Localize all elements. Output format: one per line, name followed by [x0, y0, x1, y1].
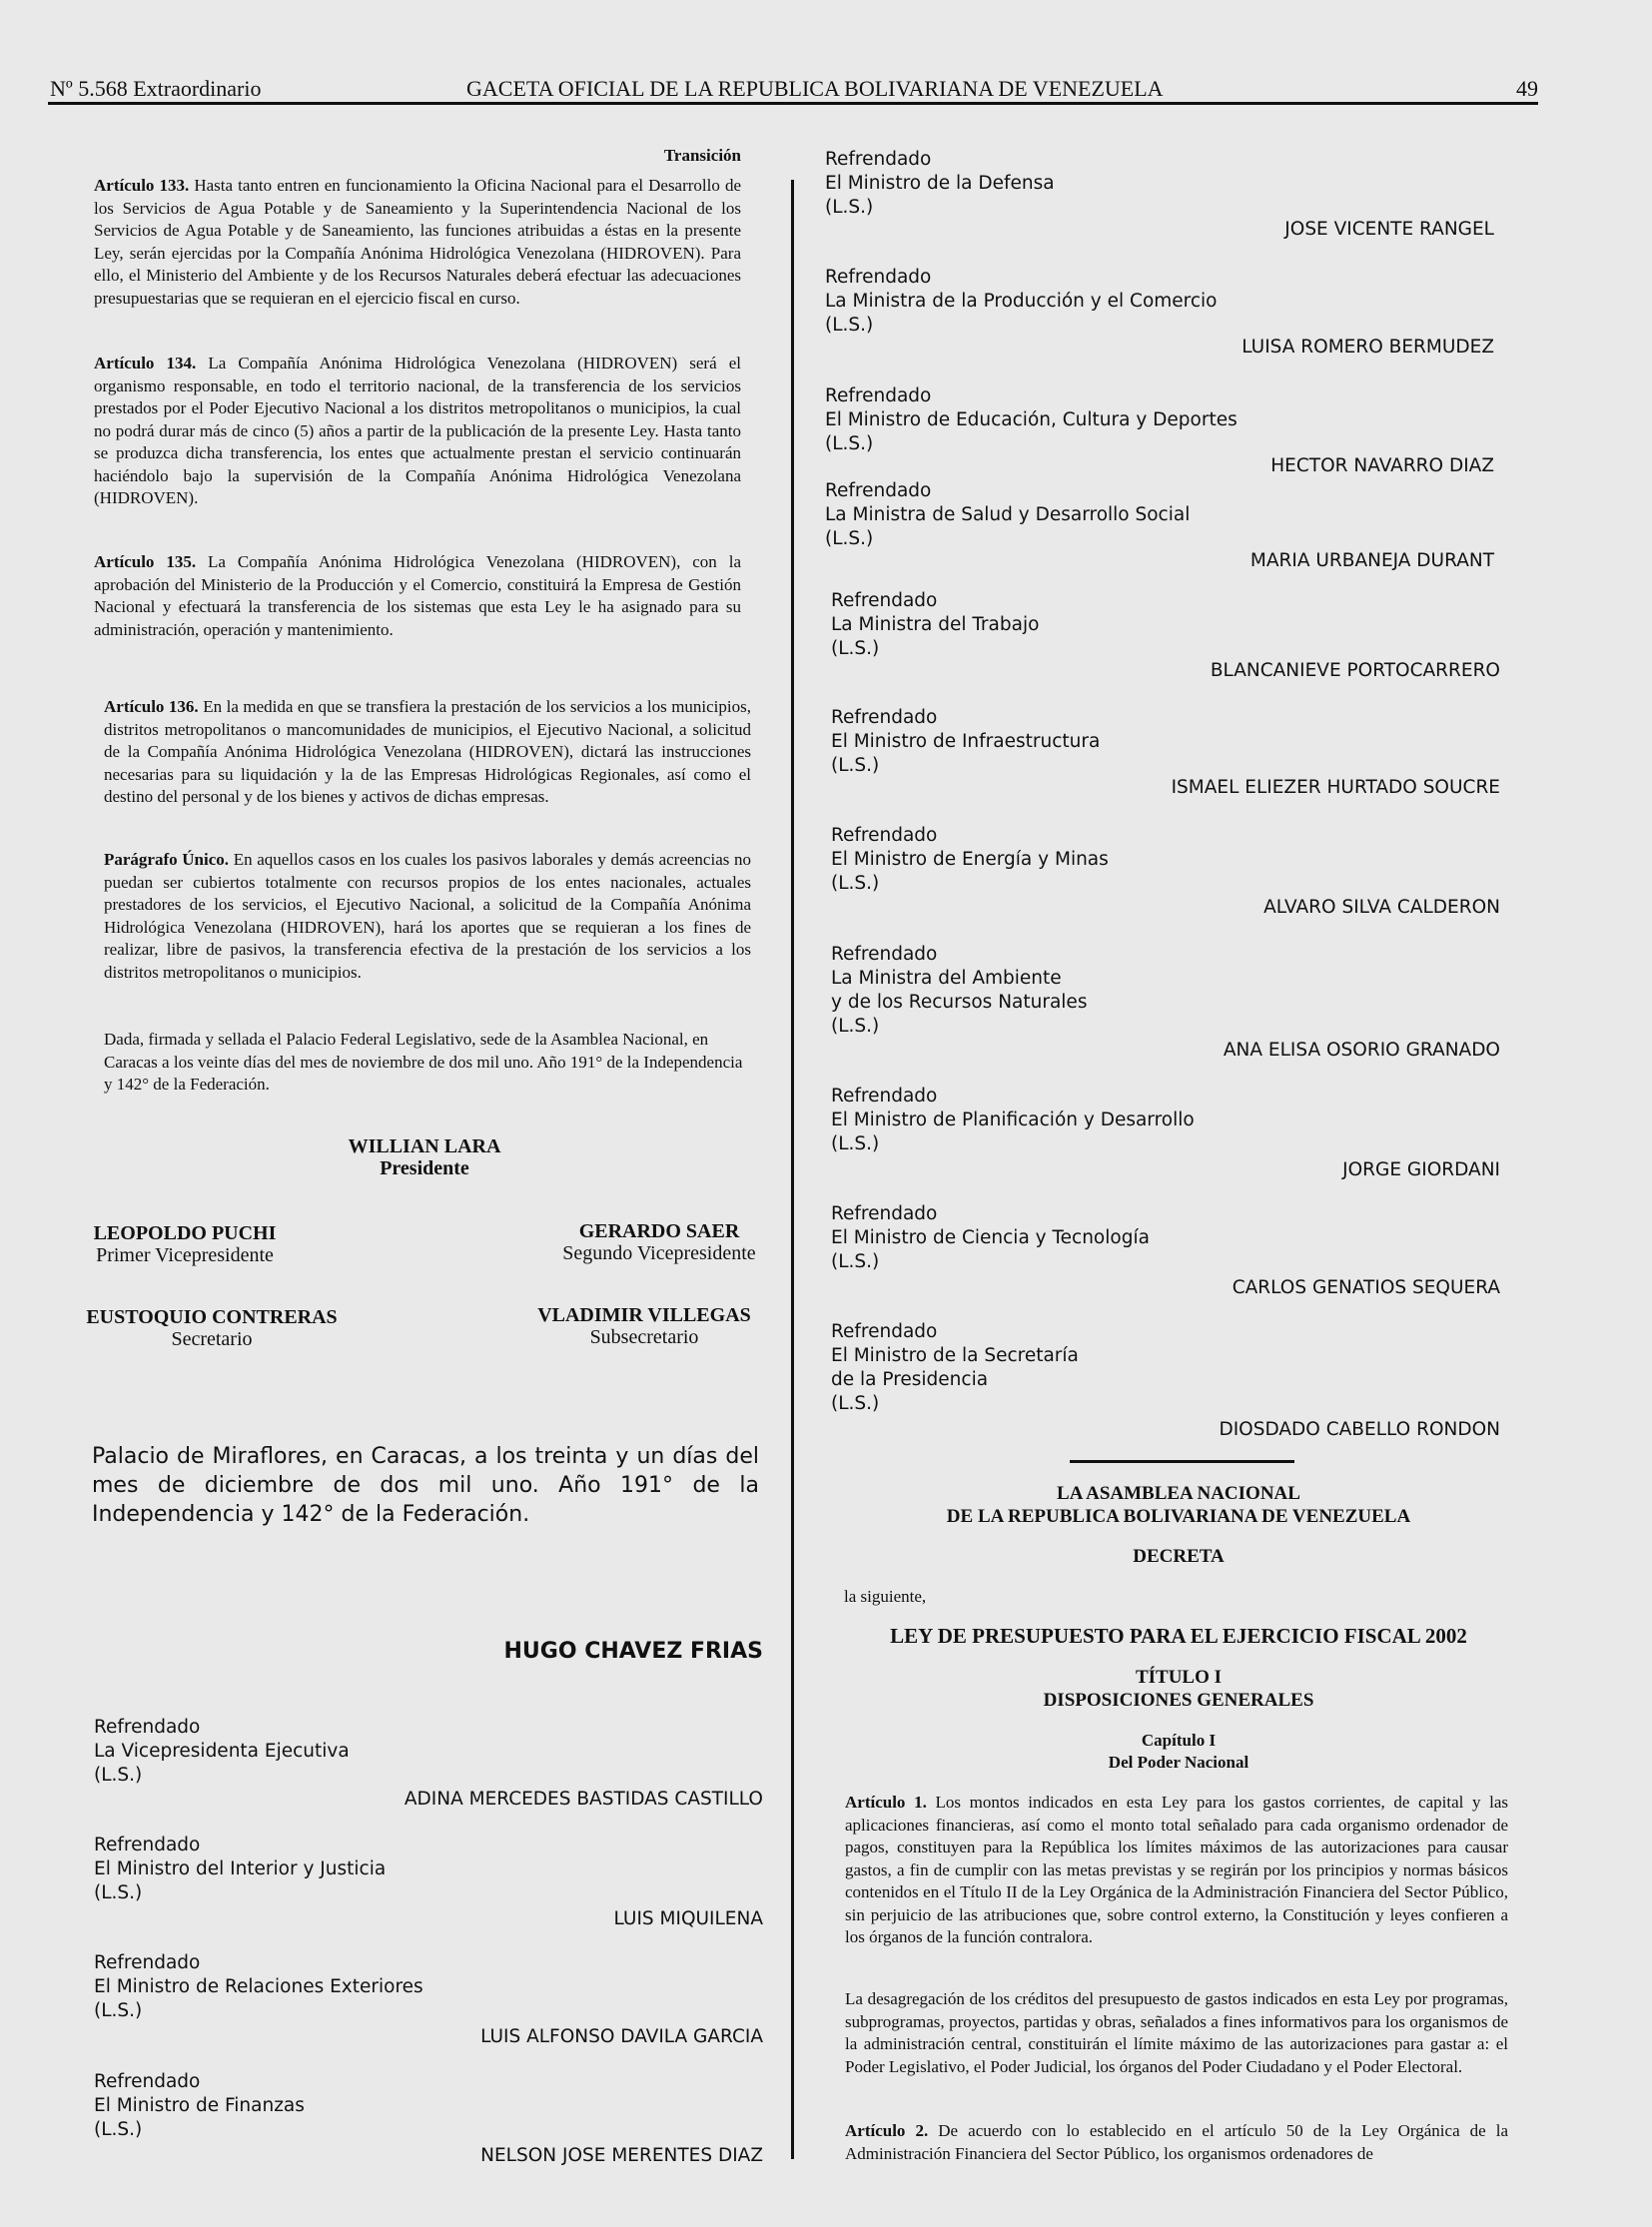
refrendo-name: BLANCANIEVE PORTOCARRERO	[1210, 660, 1500, 681]
refrendo-block	[94, 1951, 763, 2049]
page-number: 49	[1516, 76, 1538, 101]
refrendo-block	[94, 2070, 763, 2168]
refrendo-name: JOSE VICENTE RANGEL	[1284, 219, 1494, 240]
subsecretary-signature	[519, 1304, 769, 1348]
vp1-name: LEOPOLDO PUCHI	[93, 1222, 277, 1244]
refrendo-office: de la Presidencia	[831, 1369, 989, 1390]
refrendo-word: Refrendado	[825, 385, 932, 406]
asamblea-heading	[829, 1482, 1528, 1528]
refrendo-word: Refrendado	[825, 149, 932, 170]
article-1	[845, 1792, 1508, 1949]
article-1-text: Los montos indicados en esta Ley para los gastos corrientes, de capital y las aplicaciones financieras, así como el monto total señalado para cada organismo ordenador de pagos, constituyen para la República los límites máximos de las autorizaciones para causar gastos, a fin de cumplir con las metas previstas y se regirán por los principios y normas básicos contenidos en el Título II de la Ley Orgánica de la Administración Financiera del Sector Público, sin perjuicio de las atribuciones que, sobre control externo, la Constitución y leyes confieren a los órganos de la función contralora.	[845, 1793, 1508, 1946]
secretary-signature	[74, 1306, 350, 1350]
capitulo-name: Del Poder Nacional	[1108, 1753, 1249, 1772]
refrendo-word: Refrendado	[94, 1952, 201, 1973]
refrendo-name: DIOSDADO CABELLO RONDON	[1219, 1419, 1500, 1440]
la-siguiente: la siguiente,	[844, 1587, 927, 1606]
section-heading-transicion: Transición	[663, 146, 741, 165]
refrendo-ls: (L.S.)	[94, 2000, 143, 2021]
refrendo-name: LUISA ROMERO BERMUDEZ	[1241, 337, 1494, 358]
refrendo-block	[825, 148, 1494, 242]
capitulo-heading	[829, 1730, 1528, 1774]
refrendo-office: El Ministro de Relaciones Exteriores	[94, 1976, 423, 1997]
article-2-text: De acuerdo con lo establecido en el artículo 50 de la Ley Orgánica de la Administración Financiera del Sector Público, los organismos ordenadores de	[845, 2121, 1509, 2163]
issue-number: Nº 5.568 Extraordinario	[50, 76, 262, 101]
section-rule	[1070, 1460, 1294, 1463]
refrendo-office: El Ministro de Infraestructura	[831, 731, 1101, 752]
refrendo-word: Refrendado	[94, 1717, 201, 1738]
refrendo-name: LUIS ALFONSO DAVILA GARCIA	[480, 2026, 763, 2047]
refrendo-name: HECTOR NAVARRO DIAZ	[1270, 455, 1494, 476]
refrendo-ls: (L.S.)	[831, 638, 880, 659]
refrendo-word: Refrendado	[831, 944, 938, 965]
refrendo-word: Refrendado	[825, 480, 932, 501]
refrendo-name: NELSON JOSE MERENTES DIAZ	[480, 2145, 763, 2166]
refrendo-name: CARLOS GENATIOS SEQUERA	[1232, 1277, 1500, 1298]
titulo-name: DISPOSICIONES GENERALES	[1043, 1690, 1314, 1711]
vp2-role: Segundo Vicepresidente	[562, 1242, 756, 1264]
refrendo-ls: (L.S.)	[94, 2119, 143, 2140]
decreta-heading: DECRETA	[1133, 1546, 1225, 1567]
article-135-label: Artículo 135.	[94, 552, 197, 571]
article-134-text: La Compañía Anónima Hidrológica Venezolana (HIDROVEN) será el organismo responsable, en todo el territorio nacional, de la transferencia de los servicios prestados por el Poder Ejecutivo Nacional a los distritos metropolitanos o municipios, la cual no podrá durar más de cinco (5) años a partir de la publicación de la presente Ley. Hasta tanto se produzca dicha transferencia, los entes que actualmente prestan el servicio continuarán haciéndolo bajo la supervisión de la Compañía Anónima Hidrológica Venezolana (HIDROVEN).	[94, 354, 741, 507]
refrendo-name: ANA ELISA OSORIO GRANADO	[1223, 1040, 1500, 1061]
desagregacion-paragraph: La desagregación de los créditos del presupuesto de gastos indicados en esta Ley por programas, subprogramas, proyectos, partidas y obras, señalados a fines informativos para los organismos de la administración central, constituirán el límite máximo de las autorizaciones para gastar a: el Poder Legislativo, el Poder Judicial, los órganos del Poder Ciudadano y el Poder Electoral.	[845, 1989, 1508, 2076]
palacio-miraflores: Palacio de Miraflores, en Caracas, a los treinta y un días del mes de diciembre de dos mil uno. Año 191° de la Independencia y 142° de la Federación.	[92, 1444, 759, 1527]
article-136-text: En la medida en que se transfiera la prestación de los servicios a los municipios, distritos metropolitanos o mancomunidades de municipios, el Ejecutivo Nacional, a solicitud de la Compañía Anónima Hidrológica Venezolana (HIDROVEN), dictará las instrucciones necesarias para su liquidación y la de las Empresas Hidrológicas Regionales, así como el destino del personal y de los bienes y activos de dichas empresas.	[104, 697, 751, 806]
titulo-number: TÍTULO I	[1135, 1667, 1223, 1688]
secretary-name: EUSTOQUIO CONTRERAS	[86, 1306, 338, 1328]
refrendo-block	[831, 1320, 1500, 1442]
refrendo-word: Refrendado	[831, 1086, 938, 1107]
secretary-role: Secretario	[171, 1328, 253, 1350]
refrendo-word: Refrendado	[831, 590, 938, 611]
refrendo-office: La Vicepresidenta Ejecutiva	[94, 1741, 350, 1762]
subsecretary-role: Subsecretario	[589, 1326, 699, 1348]
refrendo-ls: (L.S.)	[831, 1133, 880, 1154]
refrendo-office: El Ministro de la Defensa	[825, 173, 1055, 194]
article-136-label: Artículo 136.	[104, 697, 199, 716]
refrendo-ls: (L.S.)	[825, 197, 874, 218]
refrendo-ls: (L.S.)	[831, 1393, 880, 1414]
refrendo-office: El Ministro de Energía y Minas	[831, 849, 1109, 870]
article-136	[104, 696, 751, 809]
refrendo-office: El Ministro de Planificación y Desarrollo	[831, 1110, 1195, 1130]
refrendo-block	[831, 1085, 1500, 1182]
refrendo-ls: (L.S.)	[831, 755, 880, 776]
vp1-signature	[70, 1222, 300, 1266]
refrendo-word: Refrendado	[831, 1321, 938, 1342]
refrendo-office: y de los Recursos Naturales	[831, 992, 1088, 1013]
article-134-label: Artículo 134.	[94, 354, 197, 372]
refrendo-block	[94, 1716, 763, 1812]
refrendo-office: El Ministro de Finanzas	[94, 2095, 305, 2116]
article-2-label: Artículo 2.	[845, 2121, 929, 2140]
refrendo-block	[825, 266, 1494, 360]
refrendo-block	[831, 1202, 1500, 1300]
paragrafo-unico-text: En aquellos casos en los cuales los pasivos laborales y demás acreencias no puedan ser cubiertos totalmente con recursos propios de los entes nacionales, actuales prestadores de los servicios, el Ejecutivo Nacional, a solicitud de la Compañía Anónima Hidrológica Venezolana (HIDROVEN), hará los aportes que se requieran a los fines de realizar, libre de pasivos, la transferencia efectiva de la prestación de los servicios a los distritos metropolitanos o municipios.	[104, 850, 752, 982]
refrendo-name: LUIS MIQUILENA	[613, 1908, 763, 1929]
asamblea-line-2: DE LA REPUBLICA BOLIVARIANA DE VENEZUELA	[946, 1506, 1411, 1527]
article-133-text: Hasta tanto entren en funcionamiento la Oficina Nacional para el Desarrollo de los Servicios de Agua Potable y de Saneamiento y la Superintendencia Nacional de los Servicios de Agua Potable y de Saneamiento, las funciones atribuidas a éstas en la presente Ley, serán ejercidas por la Compañía Anónima Hidrológica Venezolana (HIDROVEN). Para ello, el Ministerio del Ambiente y de los Recursos Naturales deberá efectuar las adecuaciones presupuestarias que se requieran en el ejercicio fiscal en curso.	[94, 176, 741, 308]
refrendo-name: MARIA URBANEJA DURANT	[1249, 550, 1494, 571]
asamblea-line-1: LA ASAMBLEA NACIONAL	[1057, 1483, 1300, 1504]
refrendo-block	[831, 589, 1500, 683]
refrendo-ls: (L.S.)	[94, 1882, 143, 1903]
refrendo-word: Refrendado	[831, 825, 938, 846]
refrendo-ls: (L.S.)	[94, 1765, 143, 1786]
article-135-text: La Compañía Anónima Hidrológica Venezolana (HIDROVEN), con la aprobación del Ministerio de la Producción y el Comercio, constituirá la Empresa de Gestión Nacional y efectuará la transferencia de los sistemas que esta Ley le ha asignado para su administración, operación y mantenimiento.	[94, 552, 741, 639]
refrendo-office: El Ministro de la Secretaría	[831, 1345, 1079, 1366]
article-134	[94, 353, 741, 510]
refrendo-block	[825, 384, 1494, 478]
article-133	[94, 175, 741, 310]
refrendo-office: El Ministro del Interior y Justicia	[94, 1858, 387, 1879]
refrendo-office: La Ministra de la Producción y el Comercio	[825, 291, 1218, 312]
refrendo-office: El Ministro de Ciencia y Tecnología	[831, 1227, 1150, 1248]
president-role: Presidente	[380, 1157, 469, 1179]
refrendo-name: JORGE GIORDANI	[1342, 1159, 1500, 1180]
refrendo-ls: (L.S.)	[825, 433, 874, 454]
president-signature	[300, 1135, 549, 1179]
refrendo-office: La Ministra de Salud y Desarrollo Social	[825, 504, 1191, 525]
vp1-role: Primer Vicepresidente	[96, 1244, 274, 1266]
refrendo-word: Refrendado	[94, 2071, 201, 2092]
subsecretary-name: VLADIMIR VILLEGAS	[537, 1304, 751, 1326]
refrendo-block	[831, 824, 1500, 920]
vp2-signature	[539, 1220, 779, 1264]
article-1-label: Artículo 1.	[845, 1793, 927, 1812]
capitulo-number: Capítulo I	[1141, 1731, 1217, 1750]
refrendo-office: La Ministra del Ambiente	[831, 968, 1062, 989]
refrendo-name: ALVARO SILVA CALDERON	[1263, 897, 1500, 918]
refrendo-word: Refrendado	[831, 1203, 938, 1224]
vp2-name: GERARDO SAER	[578, 1220, 740, 1242]
refrendo-ls: (L.S.)	[831, 1016, 880, 1037]
dada-firmada: Dada, firmada y sellada el Palacio Federal Legislativo, sede de la Asamblea Nacional, en Caracas a los veinte días del mes de noviembre de dos mil uno. Año 191° de la Independencia y 142° de la Federación.	[104, 1030, 743, 1094]
refrendo-block	[831, 943, 1500, 1063]
article-2	[845, 2120, 1508, 2165]
article-133-label: Artículo 133.	[94, 176, 190, 195]
refrendo-name: ADINA MERCEDES BASTIDAS CASTILLO	[404, 1789, 763, 1810]
refrendo-ls: (L.S.)	[831, 873, 880, 894]
paragrafo-unico	[104, 849, 751, 984]
gazette-title: GACETA OFICIAL DE LA REPUBLICA BOLIVARIANA DE VENEZUELA	[466, 76, 1164, 101]
refrendo-word: Refrendado	[831, 707, 938, 728]
refrendo-word: Refrendado	[825, 267, 932, 288]
refrendo-block	[831, 706, 1500, 800]
paragrafo-unico-label: Parágrafo Único.	[104, 850, 230, 869]
refrendo-ls: (L.S.)	[831, 1251, 880, 1272]
ley-title: LEY DE PRESUPUESTO PARA EL EJERCICIO FISCAL 2002	[890, 1624, 1467, 1648]
column-divider	[791, 180, 794, 2159]
refrendo-word: Refrendado	[94, 1835, 201, 1856]
refrendo-name: ISMAEL ELIEZER HURTADO SOUCRE	[1171, 777, 1500, 798]
gazette-header	[48, 74, 1538, 105]
refrendo-block	[94, 1834, 763, 1931]
refrendo-block	[825, 479, 1494, 573]
refrendo-office: La Ministra del Trabajo	[831, 614, 1040, 635]
president-chavez: HUGO CHAVEZ FRIAS	[503, 1639, 763, 1664]
titulo-heading	[829, 1666, 1528, 1712]
refrendo-office: El Ministro de Educación, Cultura y Deportes	[825, 409, 1238, 430]
article-135	[94, 551, 741, 641]
refrendo-ls: (L.S.)	[825, 315, 874, 336]
refrendo-ls: (L.S.)	[825, 528, 874, 549]
president-name: WILLIAN LARA	[348, 1135, 501, 1157]
